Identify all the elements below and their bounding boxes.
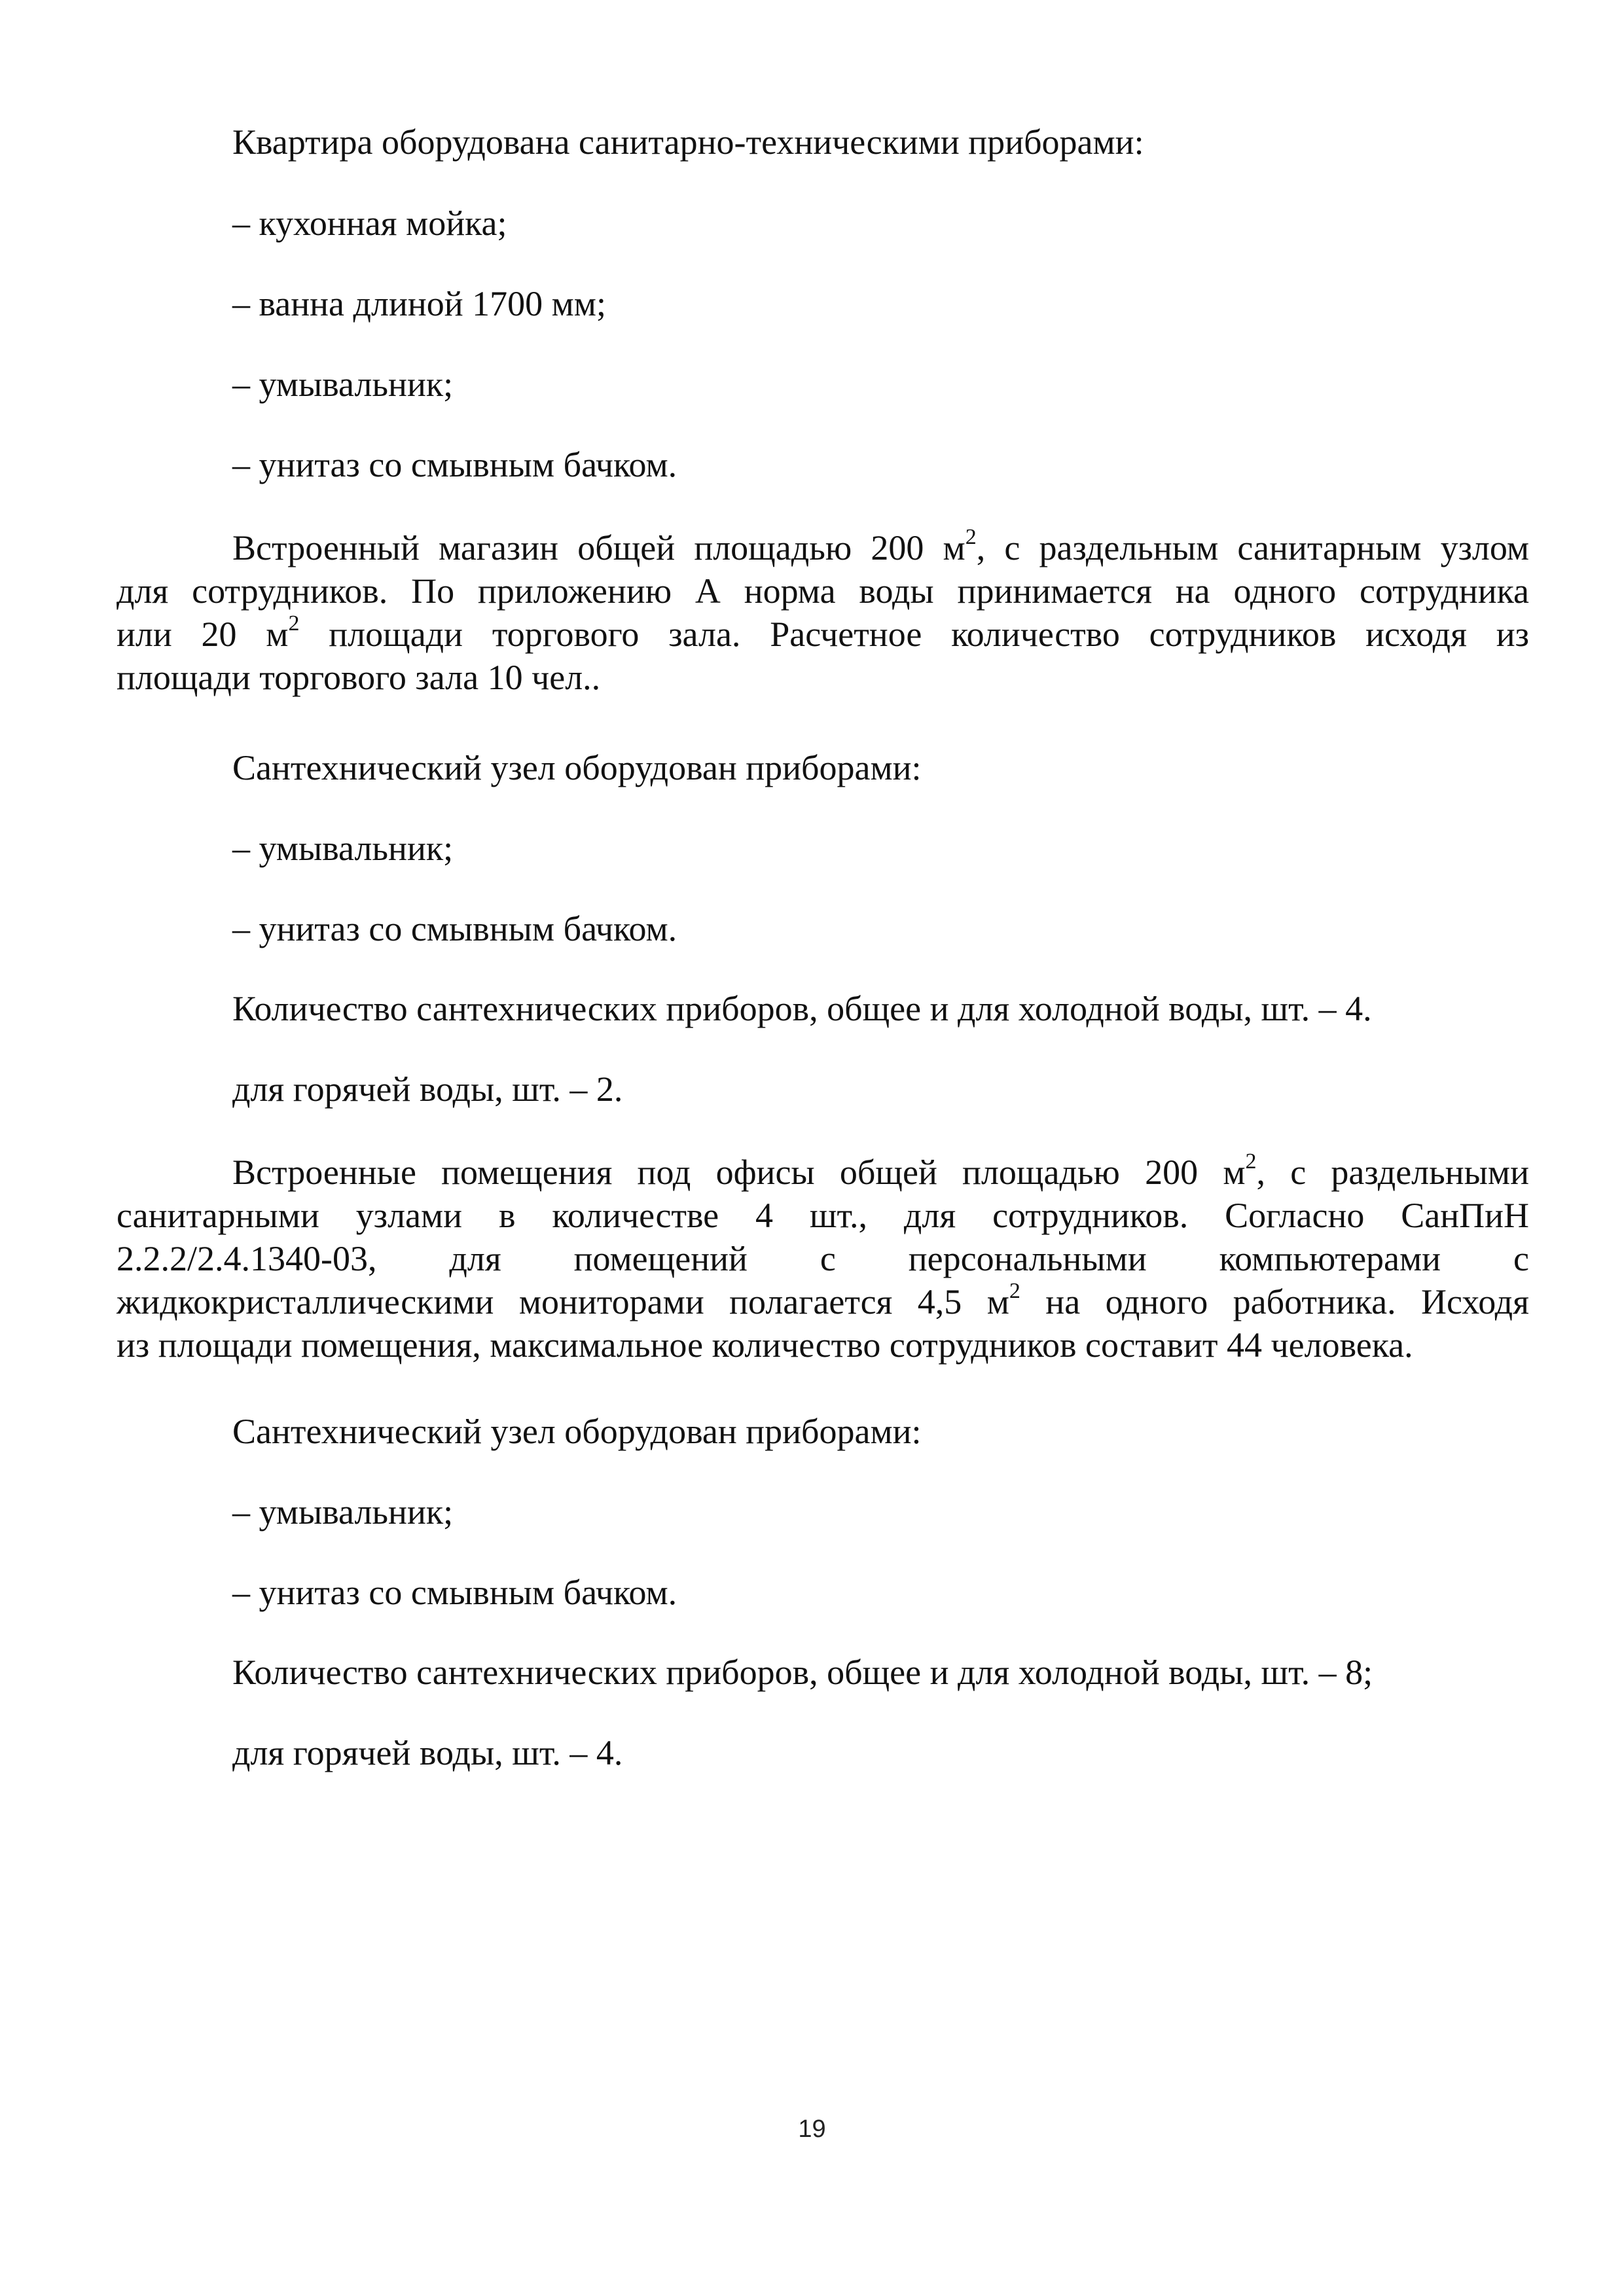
apartment-item-toilet: – унитаз со смывным бачком. — [232, 445, 677, 484]
shop-item-toilet: – унитаз со смывным бачком. — [232, 909, 677, 948]
shop-paragraph — [117, 526, 1529, 699]
page-number: 19 — [798, 2115, 826, 2143]
shop-paragraph-line: Встроенный магазин общей площадью 200 $м^2$, с раздельным санитарным узлом — [232, 525, 1529, 567]
office-paragraph-line: из площади помещения, максимальное количество сотрудников составит 44 человека. — [117, 1325, 1413, 1365]
office-paragraph-line: санитарными узлами в количестве 4 шт., для сотрудников. Согласно СанПиН — [117, 1196, 1529, 1235]
office-item-toilet: – унитаз со смывным бачком. — [232, 1573, 677, 1612]
shop-count-hot: для горячей воды, шт. – 2. — [232, 1069, 623, 1109]
apartment-item-sink: – кухонная мойка; — [232, 204, 507, 243]
shop-paragraph-line: площади торгового зала 10 чел.. — [117, 658, 601, 697]
office-count-hot: для горячей воды, шт. – 4. — [232, 1733, 623, 1772]
office-paragraph-line: жидкокристаллическими мониторами полагается 4,5 $м^2$ на одного работника. Исходя — [117, 1279, 1529, 1321]
shop-paragraph-line: для сотрудников. По приложению А норма воды принимается на одного сотрудника — [117, 571, 1529, 611]
office-paragraph-line: Встроенные помещения под офисы общей площадью 200 $м^2$, с раздельными — [232, 1149, 1530, 1192]
shop-fixtures-heading: Сантехнический узел оборудован приборами: — [232, 748, 922, 787]
apartment-item-bath: – ванна длиной 1700 мм; — [232, 284, 606, 323]
shop-item-washbasin: – умывальник; — [232, 829, 454, 868]
shop-paragraph-line: или 20 $м^2$ площади торгового зала. Расчетное количество сотрудников исходя из — [117, 611, 1529, 654]
office-paragraph-line: 2.2.2/2.4.1340-03, для помещений с персональными компьютерами с — [117, 1239, 1529, 1278]
office-paragraph — [117, 1151, 1529, 1367]
apartment-item-washbasin: – умывальник; — [232, 365, 454, 404]
apartment-intro: Квартира оборудована санитарно-техническими приборами: — [232, 122, 1144, 162]
shop-count-total: Количество сантехнических приборов, общее и для холодной воды, шт. – 4. — [232, 989, 1372, 1028]
office-item-washbasin: – умывальник; — [232, 1492, 454, 1532]
office-count-total: Количество сантехнических приборов, общее и для холодной воды, шт. – 8; — [232, 1653, 1373, 1692]
office-fixtures-heading: Сантехнический узел оборудован приборами: — [232, 1412, 922, 1451]
